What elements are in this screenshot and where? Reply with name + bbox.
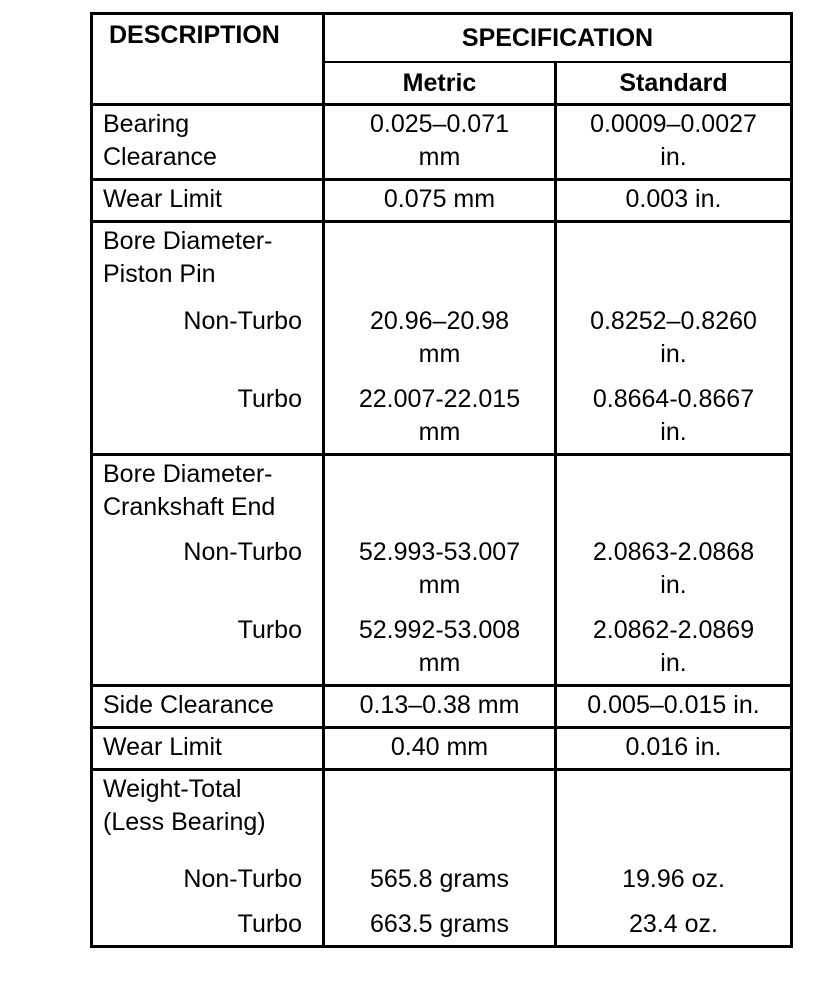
metric-value	[324, 455, 556, 686]
metric-value	[324, 770, 556, 947]
row-label: Side Clearance	[92, 686, 324, 728]
metric-value	[324, 222, 556, 455]
label-line: (Less Bearing)	[103, 808, 266, 836]
row-label	[92, 770, 324, 947]
value-line: 2.0863-2.0868	[592, 538, 755, 566]
standard-value	[556, 770, 792, 947]
sub-label-non-turbo: Non-Turbo	[183, 865, 302, 893]
value-line: 52.993-53.007	[358, 538, 521, 566]
row-label	[92, 222, 324, 455]
value-line: 565.8 grams	[370, 865, 509, 893]
sub-label-turbo: Turbo	[237, 910, 302, 938]
label-line: Weight-Total	[103, 775, 242, 803]
value-line: 0.0009–0.0027	[590, 110, 757, 138]
value-line: in.	[660, 571, 687, 599]
value-line: mm	[418, 418, 461, 446]
header-standard: Standard	[556, 62, 792, 105]
header-specification: SPECIFICATION	[324, 14, 792, 63]
standard-value: 0.003 in.	[556, 180, 792, 222]
header-metric: Metric	[324, 62, 556, 105]
value-line: 52.992-53.008	[358, 616, 521, 644]
value-line: mm	[418, 571, 461, 599]
label-line: Bore Diameter-	[103, 227, 273, 255]
row-label: Wear Limit	[92, 180, 324, 222]
value-line: in.	[660, 649, 687, 677]
specification-table	[90, 12, 793, 948]
value-line: 2.0862-2.0869	[592, 616, 755, 644]
standard-value: 0.005–0.015 in.	[556, 686, 792, 728]
standard-value: 0.016 in.	[556, 728, 792, 770]
label-line: Bore Diameter-	[103, 460, 273, 488]
value-line: 663.5 grams	[370, 910, 509, 938]
value-line: 20.96–20.98	[369, 307, 510, 335]
standard-value	[556, 105, 792, 180]
value-line: 22.007-22.015	[358, 385, 521, 413]
metric-value: 0.075 mm	[324, 180, 556, 222]
value-line: 23.4 oz.	[629, 910, 718, 938]
row-label	[92, 105, 324, 180]
standard-value	[556, 222, 792, 455]
metric-value: 0.13–0.38 mm	[324, 686, 556, 728]
value-line: 0.8252–0.8260	[590, 307, 757, 335]
label-line: Bearing	[103, 110, 190, 138]
value-line: mm	[418, 340, 461, 368]
table-row-wear-limit	[92, 728, 792, 770]
value-line: mm	[418, 143, 461, 171]
label-line: Clearance	[103, 143, 217, 171]
table-row-weight-total	[92, 770, 792, 947]
header-description: DESCRIPTION	[109, 21, 280, 49]
sub-label-turbo: Turbo	[237, 616, 302, 644]
standard-value	[556, 455, 792, 686]
value-line: in.	[660, 418, 687, 446]
value-line: 0.025–0.071	[369, 110, 510, 138]
value-line: in.	[660, 340, 687, 368]
row-label: Wear Limit	[92, 728, 324, 770]
sub-label-non-turbo: Non-Turbo	[183, 307, 302, 335]
header-row	[92, 14, 792, 63]
table-row-bearing-clearance	[92, 105, 792, 180]
sub-label-non-turbo: Non-Turbo	[183, 538, 302, 566]
table-row-bore-crankshaft-end	[92, 455, 792, 686]
label-line: Piston Pin	[103, 260, 216, 288]
metric-value	[324, 105, 556, 180]
value-line: 0.8664-0.8667	[592, 385, 755, 413]
value-line: 19.96 oz.	[622, 865, 725, 893]
value-line: in.	[660, 143, 687, 171]
value-line: mm	[418, 649, 461, 677]
table-row-wear-limit	[92, 180, 792, 222]
label-line: Crankshaft End	[103, 493, 276, 521]
metric-value: 0.40 mm	[324, 728, 556, 770]
row-label	[92, 455, 324, 686]
table-row-side-clearance	[92, 686, 792, 728]
sub-label-turbo: Turbo	[237, 385, 302, 413]
table-row-bore-piston-pin	[92, 222, 792, 455]
